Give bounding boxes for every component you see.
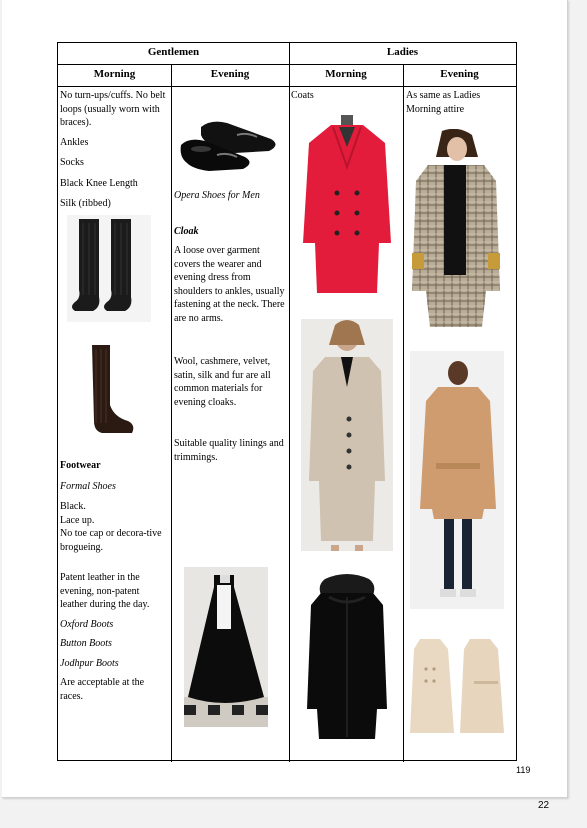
cloak-materials: Wool, cashmere, velvet, satin, silk and fur are all common materials for evening cloaks.: [174, 356, 271, 408]
oxford-boots-label: Oxford Boots: [60, 618, 114, 630]
camel-trench-coat-photo: [410, 351, 504, 609]
silk-label: Silk (ribbed): [60, 198, 111, 209]
header-ladies-evening: Evening: [440, 68, 479, 80]
cloak-linings: Suitable quality linings and trimmings.: [174, 438, 284, 463]
cream-coats-photo: [408, 633, 508, 737]
coats-label: Coats: [291, 90, 314, 101]
black-knee-label: Black Knee Length: [60, 177, 138, 189]
cloak-description: A loose over garment covers the wearer and evening dress from shoulders to ankles, usually fastening at the neck. There are no arms.: [174, 245, 285, 324]
header-line-2: [58, 86, 516, 87]
patent-note: Patent leather in the evening, non-patent leather during the day.: [60, 572, 150, 610]
divider-gent-cols: [171, 64, 172, 762]
viewer-page-number: 22: [538, 800, 550, 811]
same-as-note: As same as Ladies Morning attire: [406, 90, 481, 115]
page-number: 119: [516, 765, 531, 775]
ribbed-sock-photo: [82, 343, 138, 439]
header-gent-evening: Evening: [210, 68, 250, 80]
red-coat-photo: [301, 113, 393, 297]
ladies-morning-column: [291, 89, 401, 103]
knee-socks-photo: [67, 215, 151, 322]
black-note: Black.: [60, 501, 86, 512]
socks-label: Socks: [60, 157, 84, 168]
black-puffer-coat-photo: [301, 573, 393, 741]
formal-shoes-label: Formal Shoes: [60, 480, 116, 492]
lace-up-note: Lace up.: [60, 514, 95, 526]
header-gent-morning: Morning: [93, 68, 136, 80]
header-line-1: [58, 64, 516, 65]
document-page: [2, 0, 568, 798]
cloak-heading: Cloak: [174, 225, 199, 237]
plaid-coat-photo: [408, 129, 504, 329]
evening-cloak-photo: [184, 567, 268, 727]
opera-shoes-caption: Opera Shoes for Men: [174, 190, 260, 201]
races-note: Are acceptable at the races.: [60, 677, 145, 702]
divider-ladies-cols: [403, 64, 404, 762]
opera-shoes-photo: [177, 117, 281, 181]
divider-gentlemen-ladies: [289, 43, 290, 762]
jodhpur-boots-label: Jodhpur Boots: [60, 657, 119, 669]
header-ladies: Ladies: [386, 46, 419, 58]
gent-footwear-block: [60, 459, 168, 703]
trousers-note: No turn-ups/cuffs. No belt loops (usually worn with braces).: [60, 90, 166, 128]
footwear-heading: Footwear: [60, 460, 101, 471]
beige-coat-photo: [301, 319, 393, 551]
ankles-label: Ankles: [60, 136, 89, 148]
gent-evening-column: [174, 189, 286, 464]
gent-morning-column: [60, 89, 168, 211]
button-boots-label: Button Boots: [60, 638, 112, 649]
header-ladies-morning: Morning: [325, 68, 367, 80]
attire-table: [57, 42, 517, 761]
ladies-evening-column: [406, 89, 514, 116]
toe-cap-note: No toe cap or decora-tive brogueing.: [60, 528, 162, 553]
header-gentlemen: Gentlemen: [147, 46, 200, 58]
